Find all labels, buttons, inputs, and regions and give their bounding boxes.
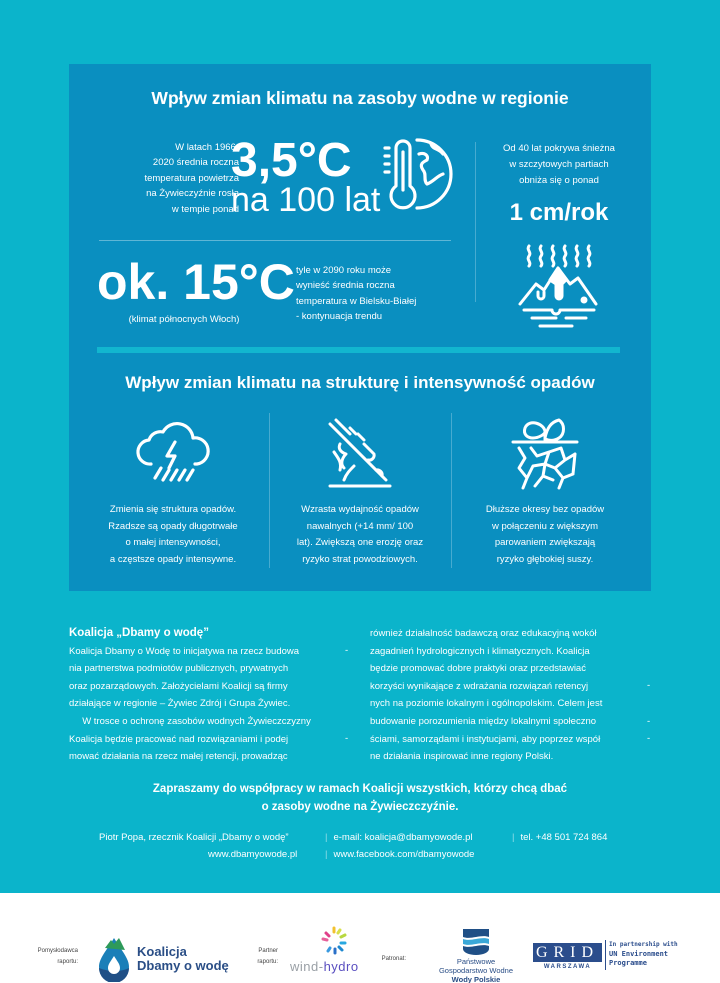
section-divider-band <box>97 347 620 353</box>
partner-label <box>240 946 278 968</box>
call-to-action <box>0 780 720 816</box>
logo-line: Koalicja <box>137 944 187 959</box>
logo-line: Państwowe <box>456 957 496 966</box>
precip-structure-text <box>83 502 263 568</box>
logo-line: Wody Polskie <box>451 975 501 983</box>
hyphen-mark: - <box>647 680 651 691</box>
grid-partner-text <box>609 940 678 969</box>
about-line: budowanie porozumienia między lokalnymi społeczno <box>370 715 597 727</box>
sponsor-footer <box>0 893 720 983</box>
text-line: Dłuższe okresy bez opadów <box>485 504 605 515</box>
text-line: lat). Zwiększą one erozję oraz <box>296 537 424 549</box>
about-line: Koalicja będzie pracować nad rozwiązaniami i podej <box>69 733 289 745</box>
separator: | <box>512 832 515 843</box>
about-line: korzyści wynikające z wdrażania rozwiązań retencyj <box>370 680 589 692</box>
cta-line: o zasoby wodne na Żywieczczyźnie. <box>261 801 459 813</box>
precip-structure-column <box>83 414 263 584</box>
future-desc-line: temperatura w Bielsku-Białej <box>296 295 417 307</box>
text-line: a częstsze opady intensywne. <box>109 553 237 565</box>
about-line: będzie promować dobre praktyki oraz przedstawiać <box>370 663 586 675</box>
hyphen-mark: - <box>345 733 349 744</box>
hyphen-mark: - <box>647 733 651 744</box>
snow-desc-line: w szczytowych partiach <box>509 159 609 170</box>
temp-desc-line: W latach 1966- <box>175 142 239 153</box>
temp-desc-line: na Żywieczyźnie rosła <box>146 188 239 200</box>
future-desc-line: wynieść średnia roczna <box>296 280 395 292</box>
koalicja-drop-logo-icon <box>97 936 131 982</box>
section2-title: Wpływ zmian klimatu na strukturę i intensywność opadów <box>125 373 595 392</box>
separator: | <box>325 832 328 843</box>
future-temp-description <box>296 263 426 325</box>
initiator-label <box>20 946 78 968</box>
temp-desc-line: temperatura powietrza <box>144 172 239 184</box>
storm-cloud-icon <box>133 414 213 494</box>
heavy-rain-text <box>270 502 450 568</box>
contact-phone[interactable] <box>512 829 607 847</box>
temp-desc-line: w tempie ponad <box>171 203 239 215</box>
text-line: ryzyko strat powodziowych. <box>302 553 418 565</box>
text-line: Wzrasta wydajność opadów <box>301 504 419 515</box>
temp-description <box>109 140 239 217</box>
future-temp-note: (klimat północnych Włoch) <box>128 314 240 325</box>
about-line: ne działania inspirować inne regiony Polski. <box>370 751 554 763</box>
logo-line: Programme <box>609 959 647 967</box>
logo-line: UN Environment <box>609 949 669 958</box>
snow-desc-line: Od 40 lat pokrywa śnieżna <box>503 143 615 154</box>
label-line: raportu: <box>57 959 78 965</box>
wody-polskie-logo-icon <box>461 927 491 955</box>
contact-facebook[interactable] <box>325 846 474 864</box>
hyphen-mark: - <box>345 645 349 656</box>
email-link[interactable]: e-mail: koalicja@dbamyowode.pl <box>333 832 473 843</box>
about-line: ściami, samorządami i instytucjami, aby poprzez współ <box>370 733 601 745</box>
text-line: Zmienia się struktura opadów. <box>109 504 237 515</box>
text-line: parowaniem zwiększają <box>494 537 596 549</box>
drought-column <box>455 414 635 584</box>
section1-title: Wpływ zmian klimatu na zasoby wodne w regionie <box>151 88 569 108</box>
future-desc-line: - kontynuacja trendu <box>296 311 383 323</box>
website-link[interactable]: www.dbamyowode.pl <box>208 849 298 860</box>
cta-line: Zapraszamy do współpracy w ramach Koalicji wszystkich, którzy chcą dbać <box>152 783 568 795</box>
future-temp-value: ok. 15°C <box>97 254 295 310</box>
wody-polskie-logo-text <box>430 957 522 983</box>
logo-line: In partnership with <box>609 941 678 948</box>
snow-description <box>484 141 634 189</box>
drought-text <box>455 502 635 568</box>
about-line: Koalicja Dbamy o Wodę to inicjatywa na rzecz budowa <box>69 645 300 657</box>
column-divider <box>451 413 452 568</box>
about-column-1 <box>69 625 349 766</box>
koalicja-logo-text <box>137 945 229 973</box>
thermometer-globe-icon <box>369 134 453 218</box>
wind-hydro-logo-text <box>290 959 359 974</box>
text-line: nawalnych (+14 mm/ 100 <box>306 520 414 532</box>
hyphen-mark: - <box>647 716 651 727</box>
patron-label: Patronat: <box>381 956 406 962</box>
text-line: o małej intensywności, <box>125 537 221 549</box>
about-line: mować działania na rzecz małej retencji, prowadząc <box>69 751 288 763</box>
about-line: działające w regionie – Żywiec Zdrój i Grupa Żywiec. <box>69 698 291 710</box>
separator: | <box>325 849 328 860</box>
label-line: Pomysłodawca <box>37 948 78 954</box>
about-line: nych na poziomie lokalnym i ogólnopolskim. Celem jest <box>370 698 603 710</box>
divider-vertical <box>475 142 476 302</box>
melting-mountain-icon <box>514 242 604 332</box>
temp-rise-value: 3,5°C <box>231 134 352 187</box>
facebook-link[interactable]: www.facebook.com/dbamyowode <box>333 849 475 860</box>
snow-loss-value: 1 cm/rok <box>509 199 609 226</box>
divider-horizontal <box>99 240 451 241</box>
about-title: Koalicja „Dbamy o wodę” <box>69 627 209 639</box>
temp-desc-line: 2020 średnia roczna <box>152 157 239 169</box>
temp-rise-period: na 100 lat <box>231 181 381 219</box>
about-column-2 <box>370 625 653 766</box>
label-line: raportu: <box>257 959 278 965</box>
wind-hydro-pinwheel-icon <box>318 925 350 957</box>
heavy-rain-column <box>270 414 450 584</box>
about-line: zagadnień hydrologicznych i klimatycznych. Koalicja <box>370 645 590 657</box>
about-line: oraz pozarządowych. Założycielami Koalicji są firmy <box>69 680 288 692</box>
about-line: W trosce o ochronę zasobów wodnych Żywieczczyzny <box>69 715 311 727</box>
text-line: Rzadsze są opady długotrwałe <box>108 520 238 532</box>
grid-logo: GRID <box>533 943 602 962</box>
contact-email[interactable] <box>325 829 472 847</box>
logo-part: wind- <box>290 959 324 974</box>
label-line: Partner <box>258 948 278 954</box>
about-line: nia partnerstwa podmiotów publicznych, prywatnych <box>69 663 289 675</box>
climate-panel <box>69 64 651 591</box>
text-line: w połączeniu z większym <box>491 520 599 532</box>
spokesperson: Piotr Popa, rzecznik Koalicji „Dbamy o wodę” <box>99 832 289 843</box>
grid-divider <box>605 940 606 970</box>
erosion-rain-icon <box>320 414 400 494</box>
phone-link[interactable]: tel. +48 501 724 864 <box>520 832 608 843</box>
logo-line: Gospodarstwo Wodne <box>438 966 514 975</box>
logo-line: Dbamy o wodę <box>137 958 229 973</box>
about-line: również działalność badawczą oraz edukacyjną wokół <box>370 628 597 639</box>
dry-soil-plant-icon <box>505 414 585 494</box>
text-line: ryzyko głębokiej suszy. <box>496 553 594 565</box>
future-desc-line: tyle w 2090 roku może <box>296 265 392 276</box>
grid-city: WARSZAWA <box>543 964 592 970</box>
logo-part: hydro <box>323 959 359 974</box>
snow-desc-line: obniża się o ponad <box>519 175 599 186</box>
